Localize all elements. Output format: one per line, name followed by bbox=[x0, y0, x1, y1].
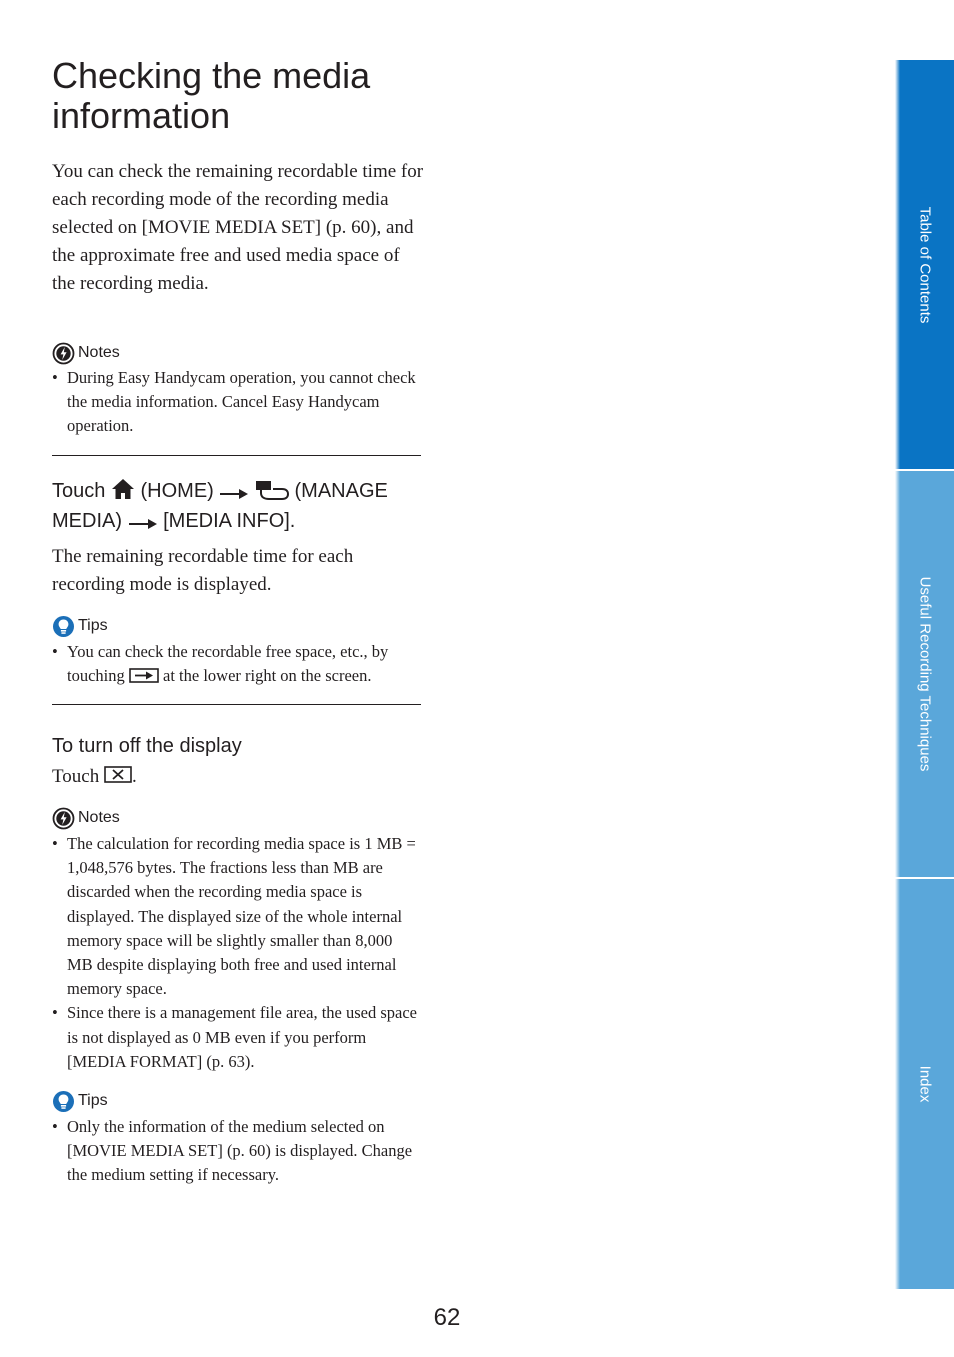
home-icon bbox=[111, 478, 135, 500]
sidebar-tab-index[interactable]: Index bbox=[895, 879, 954, 1289]
tips-icon bbox=[52, 1090, 75, 1113]
notes-icon bbox=[52, 342, 75, 365]
list-item: • Since there is a management file area, the used space is not displayed as 0 MB even if you perform [MEDIA FORMAT] (p. 63). bbox=[52, 1001, 422, 1074]
list-item: • The calculation for recording media space is 1 MB = 1,048,576 bytes. The fractions less than MB are discarded when the recording media space is displayed. The displayed size of the whole internal memory space will be slightly smaller than 8,000 MB despite displaying both free and used internal memory space. bbox=[52, 832, 422, 1001]
intro-text: You can check the remaining recordable time for each recording mode of the recording media selected on [MOVIE MEDIA SET] (p. 60), and the approximate free and used media space of the recording media. bbox=[52, 161, 424, 294]
list-item: • Only the information of the medium selected on [MOVIE MEDIA SET] (p. 60) is displayed. Change the medium setting if necessary. bbox=[52, 1115, 422, 1188]
step-home: (HOME) bbox=[140, 480, 214, 502]
next-screen-icon bbox=[129, 668, 159, 683]
tips-list-1 bbox=[52, 640, 422, 688]
notes-label bbox=[52, 807, 120, 829]
notes-list-1 bbox=[52, 366, 422, 439]
notes-list-2 bbox=[52, 832, 422, 1074]
step-info: [MEDIA INFO]. bbox=[163, 510, 296, 532]
tips-label-text: Tips bbox=[78, 617, 108, 634]
sidebar-tab-table-of-contents[interactable]: Table of Contents bbox=[895, 60, 954, 469]
arrow-right-icon bbox=[128, 518, 158, 530]
tips-label-text: Tips bbox=[78, 1092, 108, 1109]
notes-label-text: Notes bbox=[78, 809, 120, 826]
notes-label-text: Notes bbox=[78, 344, 120, 361]
step-result: The remaining recordable time for each recording mode is displayed. bbox=[52, 546, 354, 595]
notes-label bbox=[52, 342, 120, 364]
list-item: • During Easy Handycam operation, you cannot check the media information. Cancel Easy Handycam operation. bbox=[52, 366, 422, 439]
close-icon bbox=[104, 766, 132, 783]
step-instruction bbox=[52, 476, 424, 536]
subsection-heading: To turn off the display bbox=[52, 735, 242, 757]
tips-list-2 bbox=[52, 1115, 422, 1188]
divider bbox=[52, 704, 421, 705]
page-number: 62 bbox=[433, 1304, 461, 1331]
notes-icon bbox=[52, 807, 75, 830]
arrow-right-icon bbox=[219, 488, 249, 500]
list-item: • You can check the recordable free space, etc., by touching at the lower right on the screen. bbox=[52, 640, 422, 688]
touch-close-line: Touch . bbox=[52, 766, 137, 787]
step-touch: Touch bbox=[52, 480, 106, 502]
page-title: Checking the media information bbox=[52, 55, 371, 136]
step-manage: (MANAGE MEDIA) bbox=[52, 480, 388, 532]
tips-label bbox=[52, 615, 108, 637]
divider bbox=[52, 455, 421, 456]
manage-media-icon bbox=[255, 480, 289, 500]
sidebar-tab-useful-recording-techniques[interactable]: Useful Recording Techniques bbox=[895, 471, 954, 877]
tips-label bbox=[52, 1090, 108, 1112]
tips-icon bbox=[52, 615, 75, 638]
